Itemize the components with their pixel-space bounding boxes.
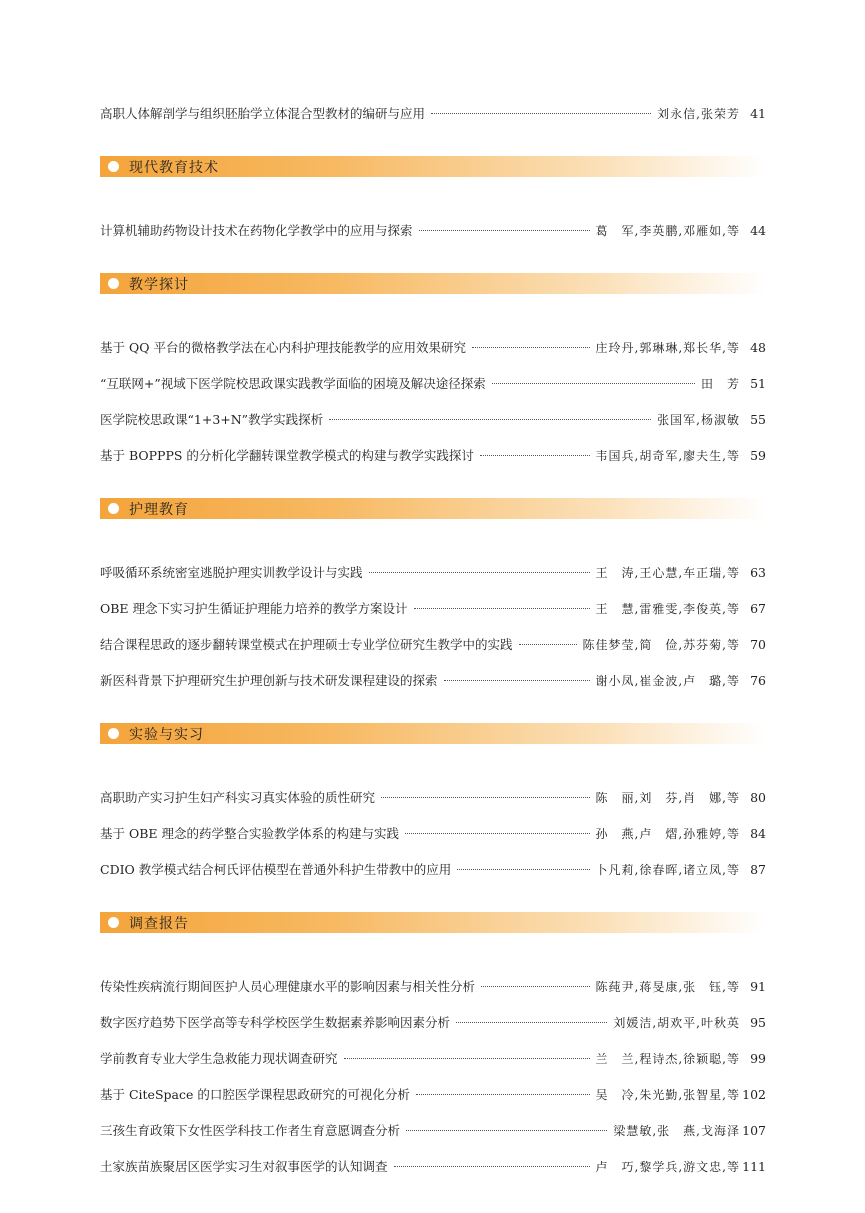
page-number: 48 bbox=[750, 340, 766, 355]
toc-entry[interactable] bbox=[100, 213, 766, 249]
article-authors: 卢 巧,黎学兵,游文忠,等 bbox=[595, 1160, 740, 1174]
bullet-dot-icon bbox=[108, 161, 119, 172]
article-authors: 葛 军,李英鹏,邓雁如,等 bbox=[595, 224, 740, 238]
article-authors: 刘媛洁,胡欢平,叶秋英 bbox=[613, 1016, 740, 1030]
section-title: 护理教育 bbox=[129, 501, 189, 518]
article-authors: 刘永信,张荣芳 bbox=[657, 107, 740, 121]
toc-entry[interactable] bbox=[100, 1041, 766, 1077]
article-title: 基于 QQ 平台的微格教学法在心内科护理技能教学的应用效果研究 bbox=[100, 340, 466, 355]
article-authors: 张国军,杨淑敏 bbox=[657, 413, 740, 427]
toc-entry[interactable] bbox=[100, 591, 766, 627]
dot-leader bbox=[414, 607, 590, 609]
article-authors: 陈 丽,刘 芬,肖 娜,等 bbox=[595, 791, 740, 805]
toc-entry[interactable] bbox=[100, 1005, 766, 1041]
article-authors: 陈佳梦莹,简 俭,苏芬菊,等 bbox=[582, 638, 740, 652]
toc-entry[interactable] bbox=[100, 663, 766, 699]
article-authors: 王 慧,雷雅雯,李俊英,等 bbox=[595, 602, 740, 616]
toc-entry[interactable] bbox=[100, 96, 766, 132]
bullet-dot-icon bbox=[108, 278, 119, 289]
article-title: CDIO 教学模式结合柯氏评估模型在普通外科护生带教中的应用 bbox=[100, 862, 452, 877]
section-header bbox=[100, 723, 766, 744]
toc-entry[interactable] bbox=[100, 780, 766, 816]
page-number: 63 bbox=[750, 565, 766, 580]
article-authors: 陈莼尹,蒋旻康,张 钰,等 bbox=[595, 980, 740, 994]
page-number: 91 bbox=[750, 979, 766, 994]
table-of-contents bbox=[100, 96, 766, 1185]
dot-leader bbox=[344, 1057, 590, 1059]
page-number: 51 bbox=[750, 376, 766, 391]
article-authors: 梁慧敏,张 燕,戈海泽 bbox=[613, 1124, 740, 1138]
article-title: 基于 OBE 理念的药学整合实验教学体系的构建与实践 bbox=[100, 826, 400, 841]
page-number: 76 bbox=[750, 673, 766, 688]
page-number: 41 bbox=[750, 106, 766, 121]
dot-leader bbox=[329, 418, 651, 420]
article-authors: 田 芳 bbox=[700, 377, 740, 391]
article-title: 计算机辅助药物设计技术在药物化学教学中的应用与探索 bbox=[100, 223, 413, 238]
section-title: 实验与实习 bbox=[129, 726, 204, 743]
article-authors: 卜凡莉,徐春晖,诸立凤,等 bbox=[595, 863, 740, 877]
toc-entry[interactable] bbox=[100, 402, 766, 438]
page-number: 87 bbox=[750, 862, 766, 877]
bullet-dot-icon bbox=[108, 503, 119, 514]
page-number: 99 bbox=[750, 1051, 766, 1066]
article-authors: 庄玲丹,郭琳琳,郑长华,等 bbox=[595, 341, 740, 355]
article-title: 医学院校思政课“1+3+N”教学实践探析 bbox=[100, 412, 324, 427]
page-number: 102 bbox=[742, 1087, 766, 1102]
article-title: 高职人体解剖学与组织胚胎学立体混合型教材的编研与应用 bbox=[100, 106, 426, 121]
toc-entry[interactable] bbox=[100, 366, 766, 402]
article-title: 学前教育专业大学生急救能力现状调查研究 bbox=[100, 1051, 338, 1066]
page-number: 111 bbox=[742, 1159, 766, 1174]
article-title: 结合课程思政的逐步翻转课堂模式在护理硕士专业学位研究生教学中的实践 bbox=[100, 637, 513, 652]
article-authors: 孙 燕,卢 熠,孙雅婷,等 bbox=[595, 827, 740, 841]
article-title: OBE 理念下实习护生循证护理能力培养的教学方案设计 bbox=[100, 601, 408, 616]
dot-leader bbox=[416, 1093, 590, 1095]
page-number: 84 bbox=[750, 826, 766, 841]
dot-leader bbox=[457, 868, 589, 870]
page-number: 107 bbox=[742, 1123, 766, 1138]
page-number: 80 bbox=[750, 790, 766, 805]
article-title: “互联网+”视域下医学院校思政课实践教学面临的困境及解决途径探索 bbox=[100, 376, 486, 391]
toc-entry[interactable] bbox=[100, 1077, 766, 1113]
dot-leader bbox=[472, 346, 590, 348]
page-number: 95 bbox=[750, 1015, 766, 1030]
dot-leader bbox=[519, 643, 577, 645]
article-title: 呼吸循环系统密室逃脱护理实训教学设计与实践 bbox=[100, 565, 363, 580]
section-title: 现代教育技术 bbox=[129, 159, 219, 176]
dot-leader bbox=[431, 112, 651, 114]
dot-leader bbox=[480, 454, 590, 456]
dot-leader bbox=[394, 1165, 590, 1167]
page-number: 59 bbox=[750, 448, 766, 463]
bullet-dot-icon bbox=[108, 917, 119, 928]
dot-leader bbox=[406, 1129, 607, 1131]
page-number: 55 bbox=[750, 412, 766, 427]
article-title: 新医科背景下护理研究生护理创新与技术研发课程建设的探索 bbox=[100, 673, 438, 688]
toc-entry[interactable] bbox=[100, 816, 766, 852]
article-authors: 兰 兰,程诗杰,徐颖聪,等 bbox=[595, 1052, 740, 1066]
toc-entry[interactable] bbox=[100, 852, 766, 888]
section-header bbox=[100, 156, 766, 177]
toc-entry[interactable] bbox=[100, 438, 766, 474]
article-title: 基于 CiteSpace 的口腔医学课程思政研究的可视化分析 bbox=[100, 1087, 410, 1102]
section-header bbox=[100, 912, 766, 933]
toc-entry[interactable] bbox=[100, 969, 766, 1005]
dot-leader bbox=[381, 796, 590, 798]
section-header bbox=[100, 273, 766, 294]
article-authors: 谢小凤,崔金波,卢 璐,等 bbox=[595, 674, 740, 688]
toc-entry[interactable] bbox=[100, 1149, 766, 1185]
dot-leader bbox=[492, 382, 695, 384]
section-title: 教学探讨 bbox=[129, 276, 189, 293]
article-authors: 王 涛,王心慧,车正瑞,等 bbox=[595, 566, 740, 580]
article-title: 高职助产实习护生妇产科实习真实体验的质性研究 bbox=[100, 790, 376, 805]
article-authors: 韦国兵,胡奇军,廖夫生,等 bbox=[595, 449, 740, 463]
section-header bbox=[100, 498, 766, 519]
article-title: 基于 BOPPPS 的分析化学翻转课堂教学模式的构建与教学实践探讨 bbox=[100, 448, 474, 463]
page-number: 70 bbox=[750, 637, 766, 652]
toc-entry[interactable] bbox=[100, 627, 766, 663]
dot-leader bbox=[405, 832, 590, 834]
dot-leader bbox=[369, 571, 590, 573]
article-title: 土家族苗族聚居区医学实习生对叙事医学的认知调查 bbox=[100, 1159, 388, 1174]
section-title: 调查报告 bbox=[129, 915, 189, 932]
dot-leader bbox=[456, 1021, 607, 1023]
page-number: 44 bbox=[750, 223, 766, 238]
article-authors: 吴 冷,朱光勤,张智星,等 bbox=[595, 1088, 740, 1102]
article-title: 数字医疗趋势下医学高等专科学校医学生数据素养影响因素分析 bbox=[100, 1015, 451, 1030]
toc-entry[interactable] bbox=[100, 330, 766, 366]
bullet-dot-icon bbox=[108, 728, 119, 739]
page-number: 67 bbox=[750, 601, 766, 616]
toc-entry[interactable] bbox=[100, 1113, 766, 1149]
article-title: 三孩生育政策下女性医学科技工作者生育意愿调查分析 bbox=[100, 1123, 401, 1138]
dot-leader bbox=[444, 679, 590, 681]
dot-leader bbox=[481, 985, 590, 987]
article-title: 传染性疾病流行期间医护人员心理健康水平的影响因素与相关性分析 bbox=[100, 979, 476, 994]
dot-leader bbox=[419, 229, 590, 231]
toc-entry[interactable] bbox=[100, 555, 766, 591]
